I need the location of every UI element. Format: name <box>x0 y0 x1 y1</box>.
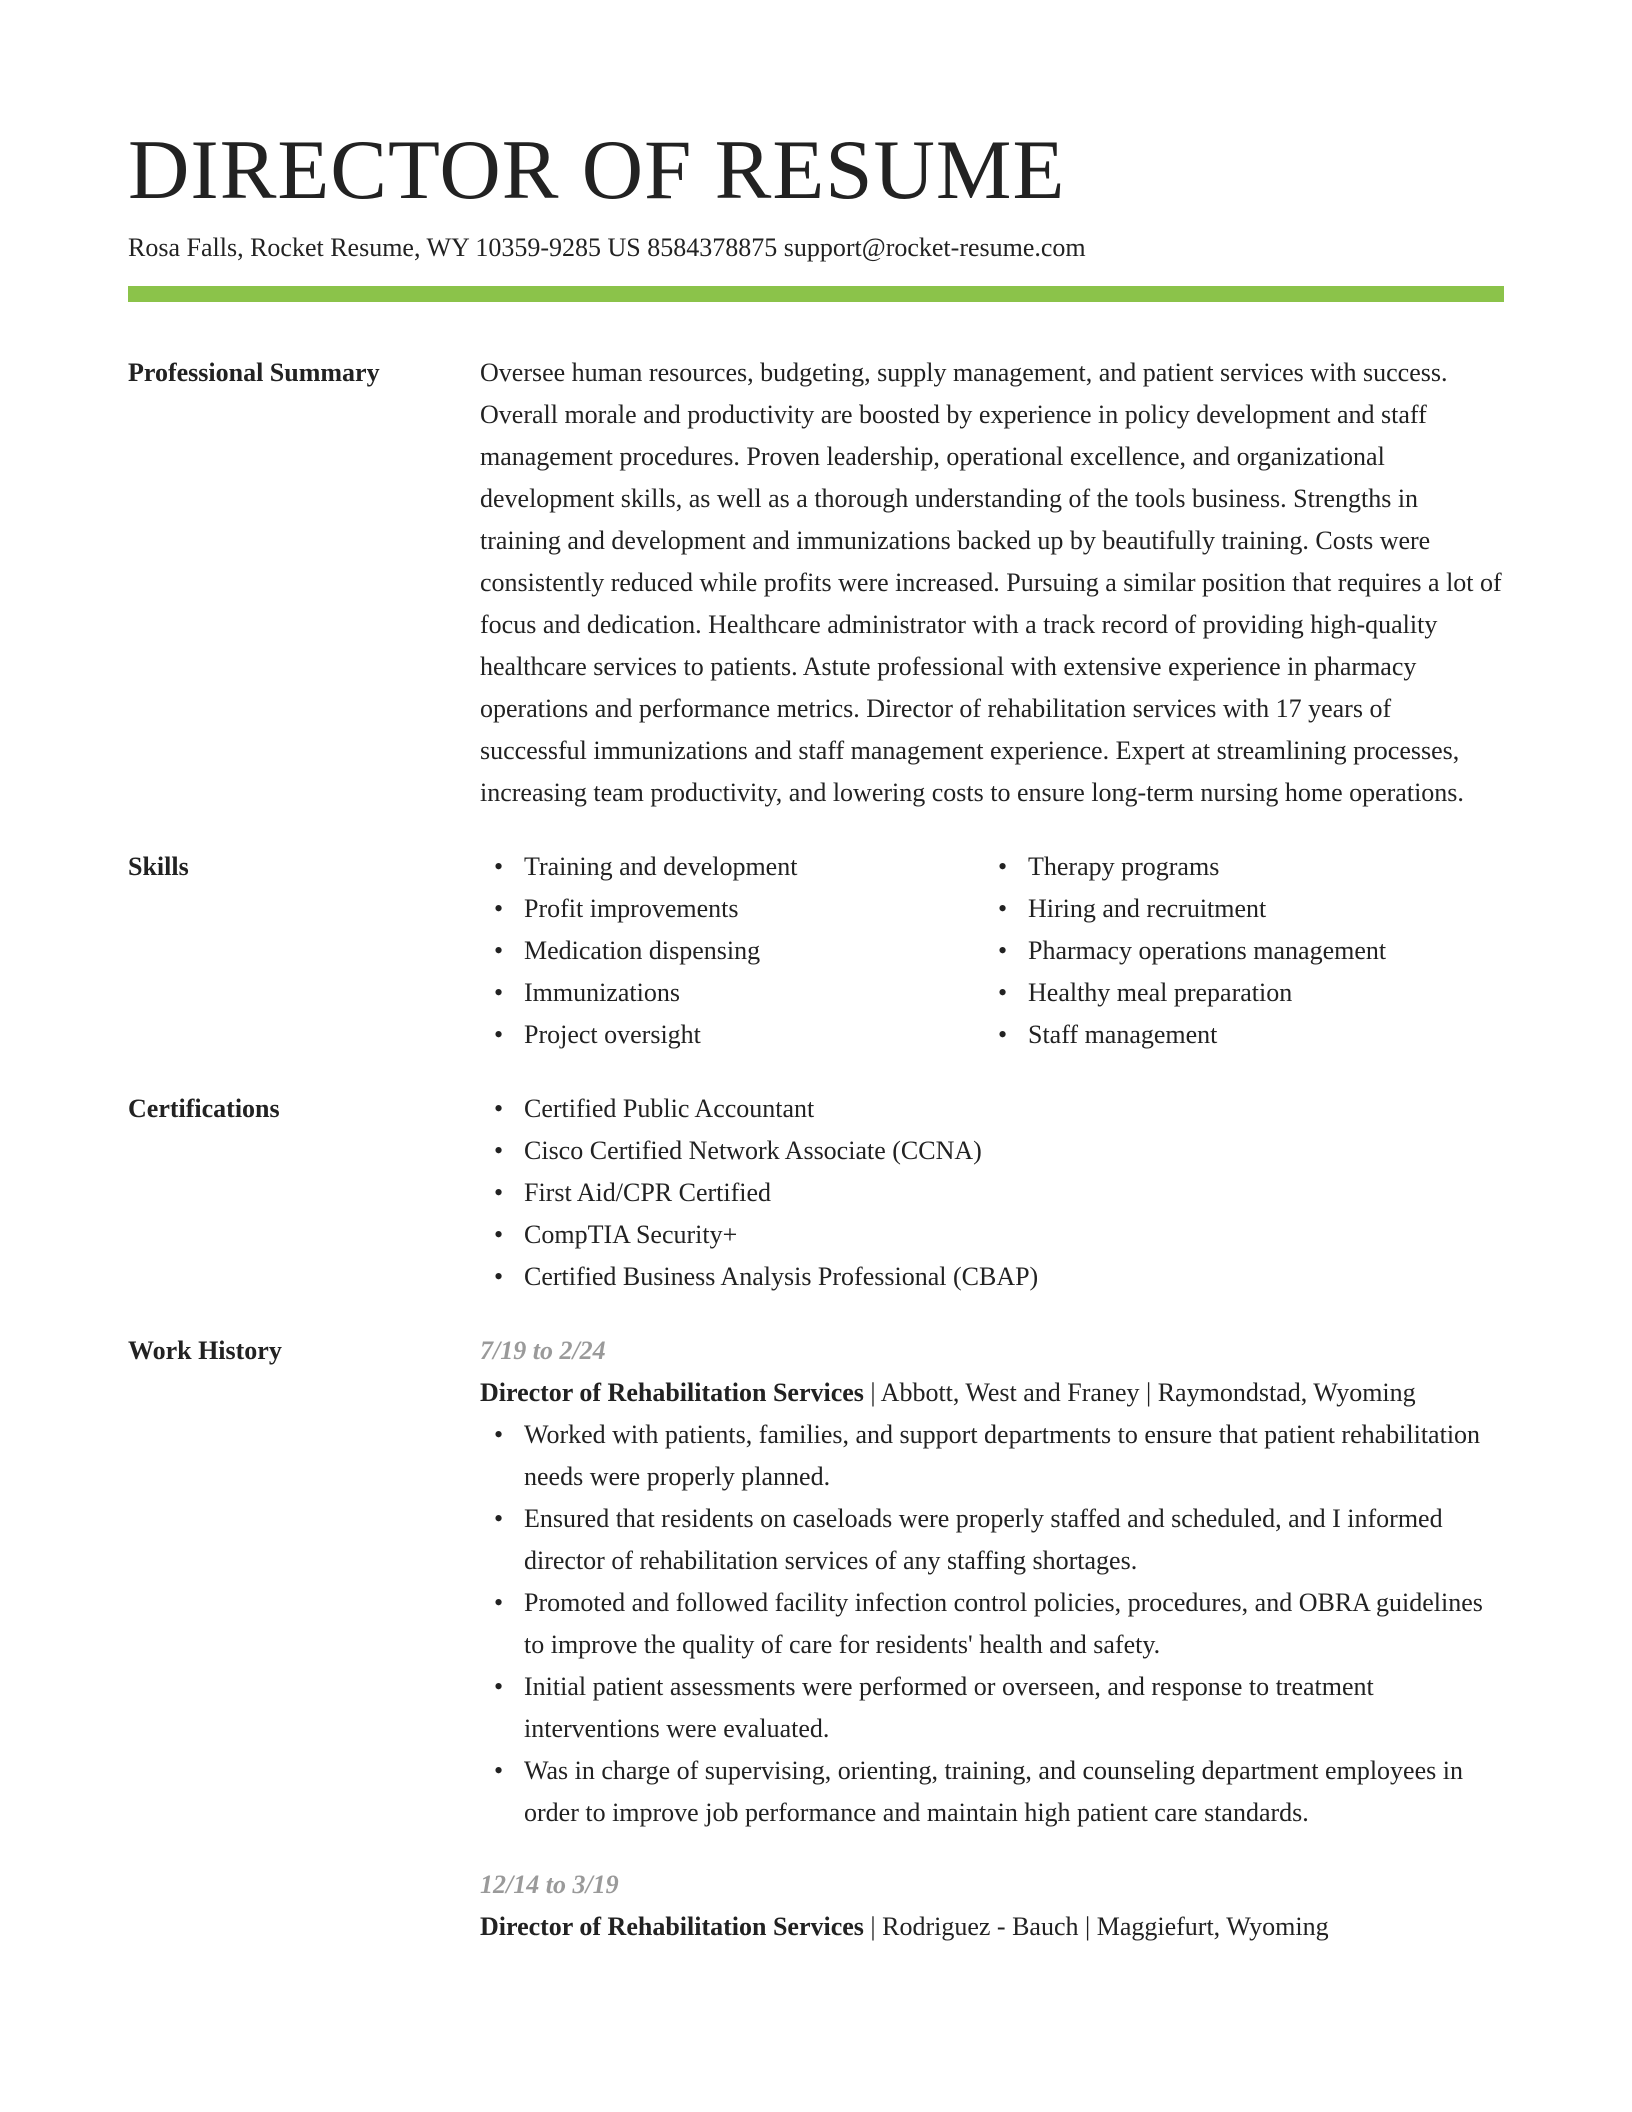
bullet-icon: • <box>494 936 504 965</box>
job-heading <box>480 1906 1504 1948</box>
bullet-icon: • <box>494 1262 504 1291</box>
bullet-icon: • <box>494 1220 504 1249</box>
bullet-icon: • <box>494 1672 504 1701</box>
bullet-icon: • <box>494 1136 504 1165</box>
bullet-icon: • <box>998 978 1008 1007</box>
work-history-body <box>480 1330 1504 1948</box>
work-history-section <box>128 1330 1504 1948</box>
skills-label: Skills <box>128 852 189 881</box>
skill-item: • Staff management <box>984 1014 1386 1056</box>
job-dates: 7/19 to 2/24 <box>480 1336 606 1365</box>
job-title: Director of Rehabilitation Services <box>480 1912 864 1941</box>
certification-item: • Certified Public Accountant <box>480 1088 1504 1130</box>
bullet-icon: • <box>494 894 504 923</box>
summary-text: Oversee human resources, budgeting, supply management, and patient services with success. Overall morale and productivity are boosted by experience in policy development and staff management procedures. Proven leadership, operational excellence, and organizational development skills, as well as a thorough understanding of the tools business. Strengths in training and development and immunizations backed up by beautifully training. Costs were consistently reduced while profits were increased. Pursuing a similar position that requires a lot of focus and dedication. Healthcare administrator with a track record of providing high-quality healthcare services to patients. Astute professional with extensive experience in pharmacy operations and performance metrics. Director of rehabilitation services with 17 years of successful immunizations and staff management experience. Expert at streamlining processes, increasing team productivity, and lowering costs to ensure long-term nursing home operations. <box>480 358 1502 807</box>
work-history-label: Work History <box>128 1336 282 1365</box>
bullet-icon: • <box>494 1504 504 1533</box>
bullet-icon: • <box>494 1588 504 1617</box>
bullet-icon: • <box>494 852 504 881</box>
certifications-label: Certifications <box>128 1094 280 1123</box>
job-duty-item: • Promoted and followed facility infection control policies, procedures, and OBRA guidelines to improve the quality of care for residents' health and safety. <box>480 1582 1504 1666</box>
job-employer-location: | Abbott, West and Franey | Raymondstad, Wyoming <box>863 1378 1416 1407</box>
bullet-icon: • <box>998 936 1008 965</box>
skill-item: • Pharmacy operations management <box>984 930 1386 972</box>
certification-item: • Cisco Certified Network Associate (CCNA) <box>480 1130 1504 1172</box>
job-entry <box>480 1864 1504 1948</box>
certification-item: • First Aid/CPR Certified <box>480 1172 1504 1214</box>
bullet-icon: • <box>494 1178 504 1207</box>
skill-item: • Profit improvements <box>480 888 984 930</box>
resume-title: DIRECTOR OF RESUME <box>128 123 1066 217</box>
header-divider <box>128 286 1504 302</box>
bullet-icon: • <box>998 894 1008 923</box>
skill-item: • Immunizations <box>480 972 984 1014</box>
bullet-icon: • <box>494 1094 504 1123</box>
certification-item: • CompTIA Security+ <box>480 1214 1504 1256</box>
job-heading <box>480 1372 1504 1414</box>
job-title: Director of Rehabilitation Services <box>480 1378 864 1407</box>
certifications-list <box>480 1088 1504 1298</box>
skills-column-left <box>480 846 984 1056</box>
bullet-icon: • <box>998 1020 1008 1049</box>
summary-section <box>128 352 1504 814</box>
skills-grid <box>480 846 1504 1056</box>
job-duty-item: • Initial patient assessments were performed or overseen, and response to treatment interventions were evaluated. <box>480 1666 1504 1750</box>
job-duty-item: • Ensured that residents on caseloads were properly staffed and scheduled, and I informed director of rehabilitation services of any staffing shortages. <box>480 1498 1504 1582</box>
bullet-icon: • <box>998 852 1008 881</box>
certification-item: • Certified Business Analysis Professional (CBAP) <box>480 1256 1504 1298</box>
skills-column-right <box>984 846 1386 1056</box>
summary-label: Professional Summary <box>128 358 380 387</box>
job-duty-item: • Was in charge of supervising, orienting, training, and counseling department employees in order to improve job performance and maintain high patient care standards. <box>480 1750 1504 1834</box>
bullet-icon: • <box>494 1420 504 1449</box>
skill-item: • Training and development <box>480 846 984 888</box>
skills-section <box>128 846 1504 1056</box>
job-duties-list <box>480 1414 1504 1834</box>
bullet-icon: • <box>494 1756 504 1785</box>
job-dates: 12/14 to 3/19 <box>480 1870 619 1899</box>
certifications-body <box>480 1088 1504 1298</box>
bullet-icon: • <box>494 978 504 1007</box>
skill-item: • Therapy programs <box>984 846 1386 888</box>
job-employer-location: | Rodriguez - Bauch | Maggiefurt, Wyoming <box>863 1912 1329 1941</box>
job-duty-item: • Worked with patients, families, and support departments to ensure that patient rehabilitation needs were properly planned. <box>480 1414 1504 1498</box>
certifications-section <box>128 1088 1504 1298</box>
skill-item: • Hiring and recruitment <box>984 888 1386 930</box>
bullet-icon: • <box>494 1020 504 1049</box>
resume-page <box>128 0 1504 1948</box>
contact-line: Rosa Falls, Rocket Resume, WY 10359-9285 US 8584378875 support@rocket-resume.com <box>128 233 1086 262</box>
skill-item: • Healthy meal preparation <box>984 972 1386 1014</box>
skill-item: • Medication dispensing <box>480 930 984 972</box>
job-entry <box>480 1330 1504 1834</box>
skill-item: • Project oversight <box>480 1014 984 1056</box>
